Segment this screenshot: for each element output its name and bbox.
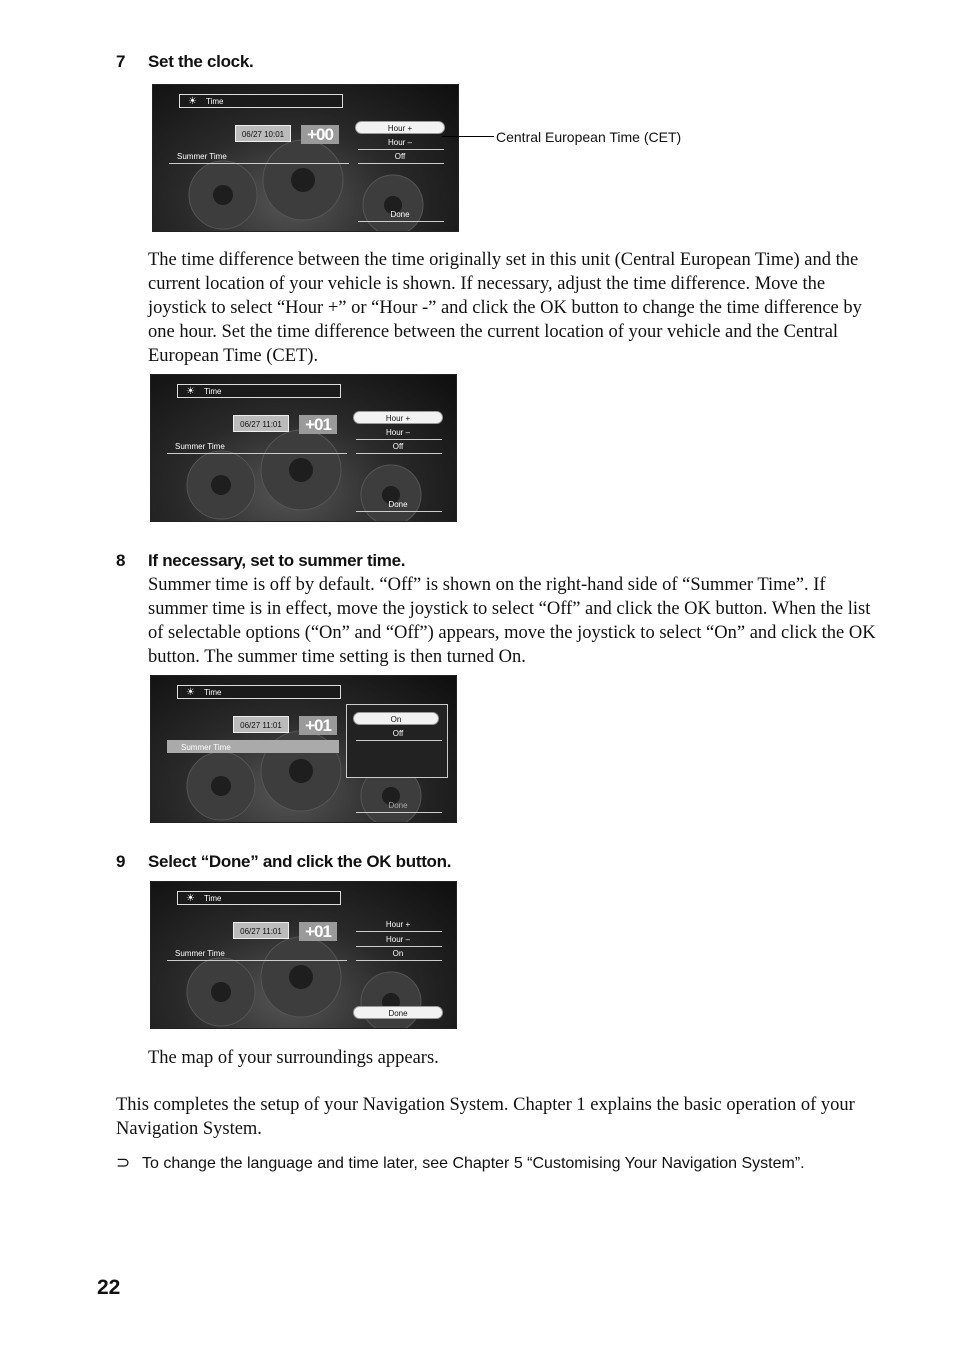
date-time-display: 06/27 11:01 (233, 716, 289, 733)
summer-time-label: Summer Time (175, 949, 225, 958)
sun-icon: ☀ (186, 386, 195, 397)
done-button[interactable]: Done (353, 1006, 443, 1019)
summer-time-value[interactable]: Off (392, 442, 404, 451)
sun-icon: ☀ (188, 96, 197, 107)
time-screen-1 (152, 84, 459, 232)
screen-title: ☀ Time (177, 384, 341, 398)
callout-line (442, 136, 494, 137)
summer-time-label: Summer Time (175, 442, 225, 451)
step-title: Select “Done” and click the OK button. (148, 852, 452, 871)
date-time-display: 06/27 10:01 (235, 125, 291, 142)
summer-time-label: Summer Time (181, 743, 231, 752)
off-option[interactable]: Off (392, 729, 404, 738)
hour-plus-button[interactable]: Hour + (353, 411, 443, 424)
date-time-display: 06/27 11:01 (233, 415, 289, 432)
on-option[interactable]: On (353, 712, 439, 725)
done-button[interactable]: Done (388, 801, 408, 810)
sun-icon: ☀ (186, 687, 195, 698)
screen-title: ☀ Time (179, 94, 343, 108)
step-number: 8 (116, 551, 126, 570)
hour-plus-button[interactable]: Hour + (385, 920, 411, 929)
step-number: 9 (116, 852, 126, 871)
time-offset: +01 (299, 922, 337, 941)
screen-title: ☀ Time (177, 685, 341, 699)
sun-icon: ☀ (186, 893, 195, 904)
date-time-display: 06/27 11:01 (233, 922, 289, 939)
reference-arrow-icon: ⊃ (116, 1153, 131, 1172)
hour-minus-button[interactable]: Hour – (387, 138, 412, 147)
screen-title: ☀ Time (177, 891, 341, 905)
time-offset: +00 (301, 125, 339, 144)
paragraph-time-difference: The time difference between the time originally set in this unit (Central European Time) and the current location of your vehicle is shown. If necessary, adjust the time difference. Move the joystick to select “Hour +” or “Hour -” and click the OK button to change the time difference by one hour. Set the time difference between the current location of your vehicle and the Central European Time (CET). (148, 250, 862, 366)
done-button[interactable]: Done (388, 500, 408, 509)
paragraph-map-appears: The map of your surroundings appears. (148, 1048, 439, 1068)
step-title: If necessary, set to summer time. (148, 551, 406, 570)
time-offset: +01 (299, 716, 337, 735)
hour-minus-button[interactable]: Hour – (385, 428, 410, 437)
time-screen-4 (150, 881, 457, 1029)
note (116, 1154, 876, 1174)
summer-time-value[interactable]: Off (394, 152, 406, 161)
step-9-heading (116, 852, 451, 872)
paragraph-setup-complete: This completes the setup of your Navigation System. Chapter 1 explains the basic operation of your Navigation System. (116, 1095, 855, 1139)
step-8-heading (116, 551, 405, 571)
time-offset: +01 (299, 415, 337, 434)
hour-minus-button[interactable]: Hour – (385, 935, 410, 944)
cet-callout: Central European Time (CET) (496, 129, 682, 145)
time-screen-3 (150, 675, 457, 823)
summer-time-value[interactable]: On (392, 949, 404, 958)
note-text: To change the language and time later, see Chapter 5 “Customising Your Navigation System”. (142, 1155, 805, 1172)
hour-plus-button[interactable]: Hour + (355, 121, 445, 134)
step-title: Set the clock. (148, 52, 254, 71)
paragraph-summer-time: Summer time is off by default. “Off” is shown on the right-hand side of “Summer Time”. If summer time is in effect, move the joystick to select “Off” and click the OK button. When the list of selectable options (“On” and “Off”) appears, move the joystick to select “On” and click the OK button. The summer time setting is then turned On. (148, 575, 876, 667)
done-button[interactable]: Done (390, 210, 410, 219)
page-number: 22 (97, 1276, 121, 1299)
step-number: 7 (116, 52, 126, 71)
step-7-heading (116, 52, 253, 72)
time-screen-2 (150, 374, 457, 522)
summer-time-label: Summer Time (177, 152, 227, 161)
